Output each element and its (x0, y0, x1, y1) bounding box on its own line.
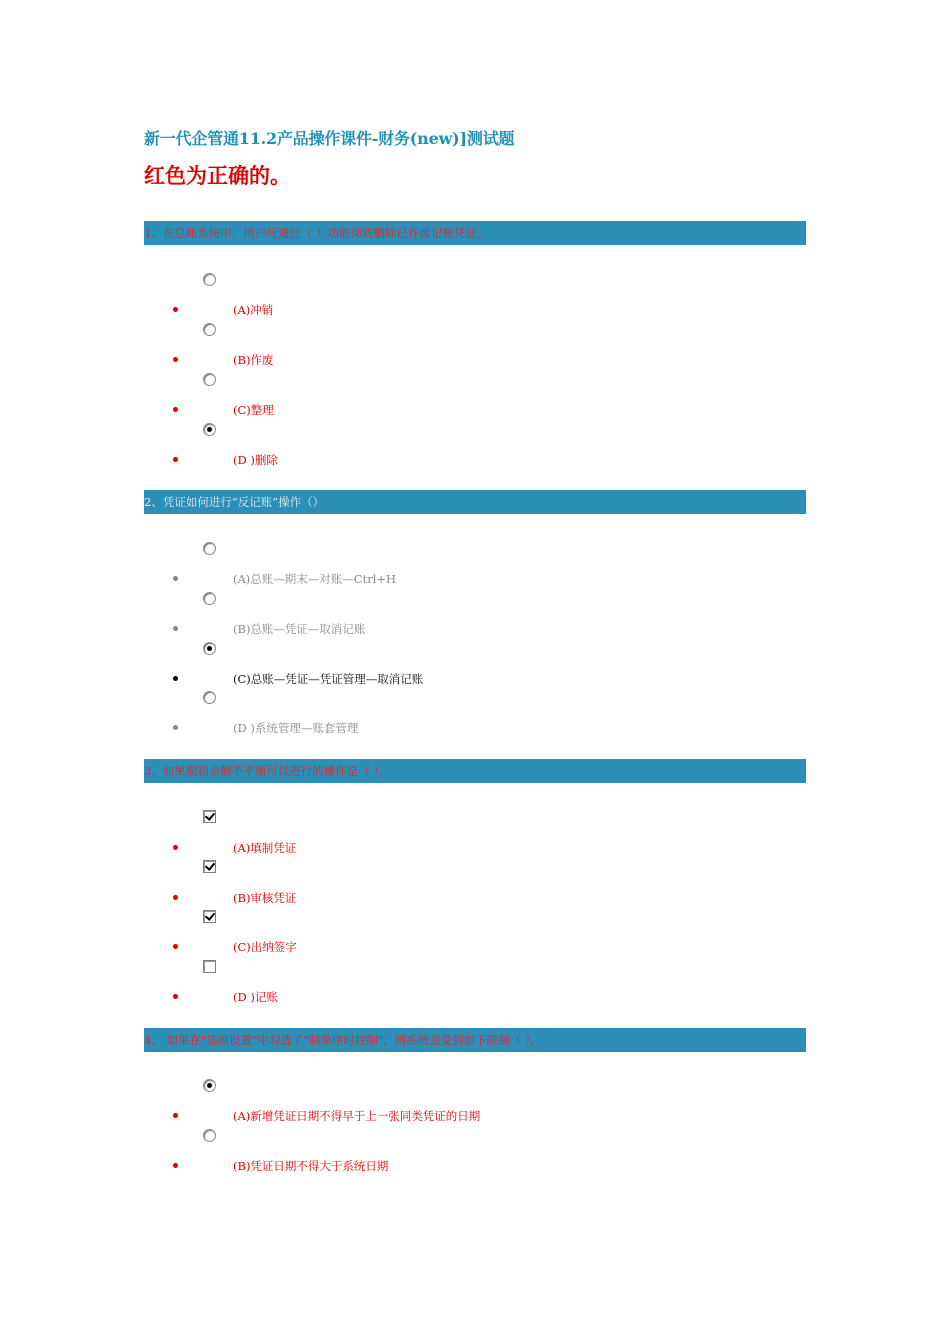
q1-option-d-bullet (173, 457, 178, 462)
question-3-header: 3、如果期初余额不平衡可以进行的操作是（ ）。 (144, 759, 806, 783)
q3-option-d-label: (D )记账 (233, 990, 278, 1004)
q1-option-b-label: (B)作废 (233, 353, 274, 367)
q1-option-b-radio[interactable] (203, 323, 216, 336)
q3-option-b-checkbox[interactable] (203, 860, 216, 873)
q4-option-b-label: (B)凭证日期不得大于系统日期 (233, 1159, 389, 1173)
q2-option-a-bullet (173, 576, 178, 581)
q1-option-b-bullet (173, 357, 178, 362)
q3-option-a-label: (A)填制凭证 (233, 841, 297, 855)
q3-option-b-bullet (173, 895, 178, 900)
question-2-header: 2、凭证如何进行“反记账”操作（） (144, 490, 806, 514)
q1-option-a-radio[interactable] (203, 273, 216, 286)
q2-option-b-label: (B)总账—凭证—取消记账 (233, 622, 366, 636)
q4-option-a-bullet (173, 1113, 178, 1118)
q1-option-a-label: (A)冲销 (233, 303, 274, 317)
answer-note: 红色为正确的。 (144, 163, 291, 188)
q3-option-d-checkbox[interactable] (203, 960, 216, 973)
q2-option-b-radio[interactable] (203, 592, 216, 605)
q3-option-c-label: (C)出纳签字 (233, 940, 297, 954)
q3-option-c-bullet (173, 944, 178, 949)
q2-option-d-radio[interactable] (203, 691, 216, 704)
q1-option-d-label: (D )删除 (233, 453, 278, 467)
question-1-header: 1、在总账系统中，用户可通过（ ）功能彻底删除已作废记账凭证。 (144, 221, 806, 245)
q2-option-a-radio[interactable] (203, 542, 216, 555)
q3-option-a-bullet (173, 845, 178, 850)
q4-option-b-radio[interactable] (203, 1129, 216, 1142)
q2-option-c-radio[interactable] (203, 642, 216, 655)
q1-option-c-label: (C)整理 (233, 403, 274, 417)
q3-option-c-checkbox[interactable] (203, 910, 216, 923)
document-title: 新一代企管通11.2产品操作课件-财务(new)]测试题 (144, 129, 515, 148)
q1-option-c-radio[interactable] (203, 373, 216, 386)
q2-option-c-label: (C)总账—凭证—凭证管理—取消记账 (233, 672, 424, 686)
q4-option-b-bullet (173, 1163, 178, 1168)
q3-option-d-bullet (173, 994, 178, 999)
q4-option-a-label: (A)新增凭证日期不得早于上一张同类凭证的日期 (233, 1109, 481, 1123)
q2-option-a-label: (A)总账—期末—对账—Ctrl+H (233, 572, 397, 586)
q3-option-a-checkbox[interactable] (203, 810, 216, 823)
q3-option-b-label: (B)审核凭证 (233, 891, 297, 905)
q1-option-c-bullet (173, 407, 178, 412)
q2-option-b-bullet (173, 626, 178, 631)
q2-option-d-label: (D )系统管理—账套管理 (233, 721, 359, 735)
q2-option-c-bullet (173, 676, 178, 681)
q4-option-a-radio[interactable] (203, 1079, 216, 1092)
q2-option-d-bullet (173, 725, 178, 730)
q1-option-a-bullet (173, 307, 178, 312)
question-4-header: 4、 如果在"选项设置"中勾选了"制单序时控制"，则系统会受到如下限制（ ）。 (144, 1028, 806, 1052)
q1-option-d-radio[interactable] (203, 423, 216, 436)
